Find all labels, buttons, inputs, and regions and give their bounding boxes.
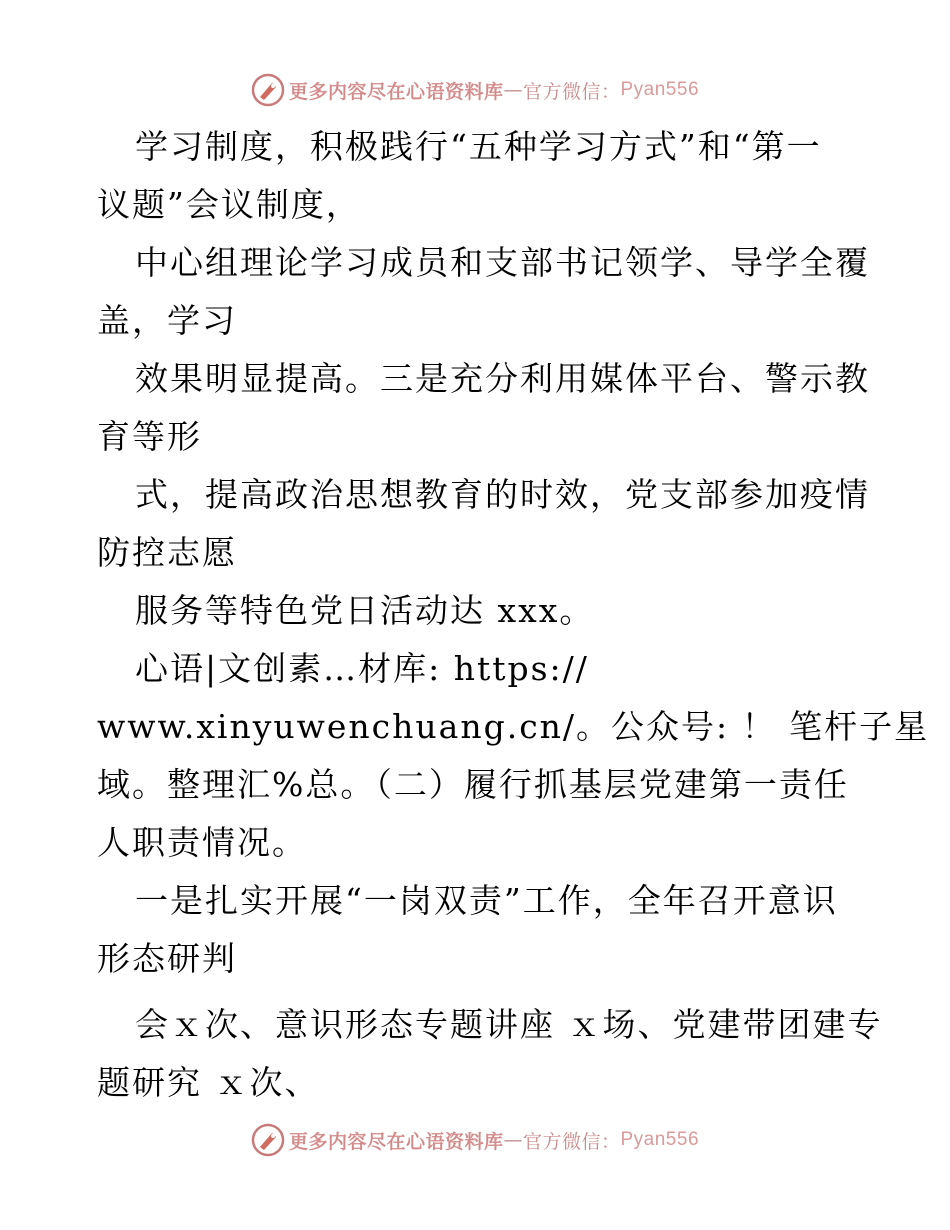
text-line: 育等形: [97, 417, 202, 456]
pen-nib-logo-icon: [251, 1123, 285, 1157]
watermark-sub-text: 官方微信：: [522, 1130, 621, 1153]
watermark-wechat-id: Pyan556: [620, 1129, 700, 1150]
text-line: 中心组理论学习成员和支部书记领学、导学全覆: [135, 243, 870, 282]
text-line: 议题”会议制度，: [97, 185, 361, 224]
text-line: www.xinyuwenchuang.cn/。公众号: ！ 笔杆子星: [97, 707, 930, 746]
watermark-sub-text: 官方微信：: [522, 80, 621, 103]
text-line: 域。整理汇%总。（二）履行抓基层党建第一责任: [97, 765, 849, 804]
header-watermark: [0, 70, 950, 110]
text-line: 效果明显提高。三是充分利用媒体平台、警示教: [135, 359, 870, 398]
text-line: 形态研判: [97, 939, 237, 978]
watermark-wechat-id: Pyan556: [620, 79, 700, 100]
text-line: 题研究 ｘ次、: [97, 1063, 320, 1102]
footer-watermark: [0, 1120, 950, 1160]
text-line: 服务等特色党日活动达 xxx。: [135, 591, 595, 630]
text-line: 会ｘ次、意识形态专题讲座 ｘ场、党建带团建专: [135, 1005, 883, 1044]
watermark-main-text: 更多内容尽在心语资料库: [288, 80, 504, 103]
pen-nib-logo-icon: [251, 73, 285, 107]
watermark-dash: —: [503, 1129, 523, 1151]
watermark-main-text: 更多内容尽在心语资料库: [288, 1130, 504, 1153]
text-line: 人职责情况。: [97, 823, 307, 862]
text-line: 一是扎实开展“一岗双责”工作，全年召开意识: [135, 881, 838, 920]
text-line: 式，提高政治思想教育的时效，党支部参加疫情: [135, 475, 870, 514]
text-line: 学习制度，积极践行“五种学习方式”和“第一: [135, 127, 822, 166]
text-line: 防控志愿: [97, 533, 237, 572]
watermark-dash: —: [503, 79, 523, 101]
text-line: 心语|文创素…材库: https://: [135, 649, 589, 688]
text-line: 盖，学习: [97, 301, 237, 340]
